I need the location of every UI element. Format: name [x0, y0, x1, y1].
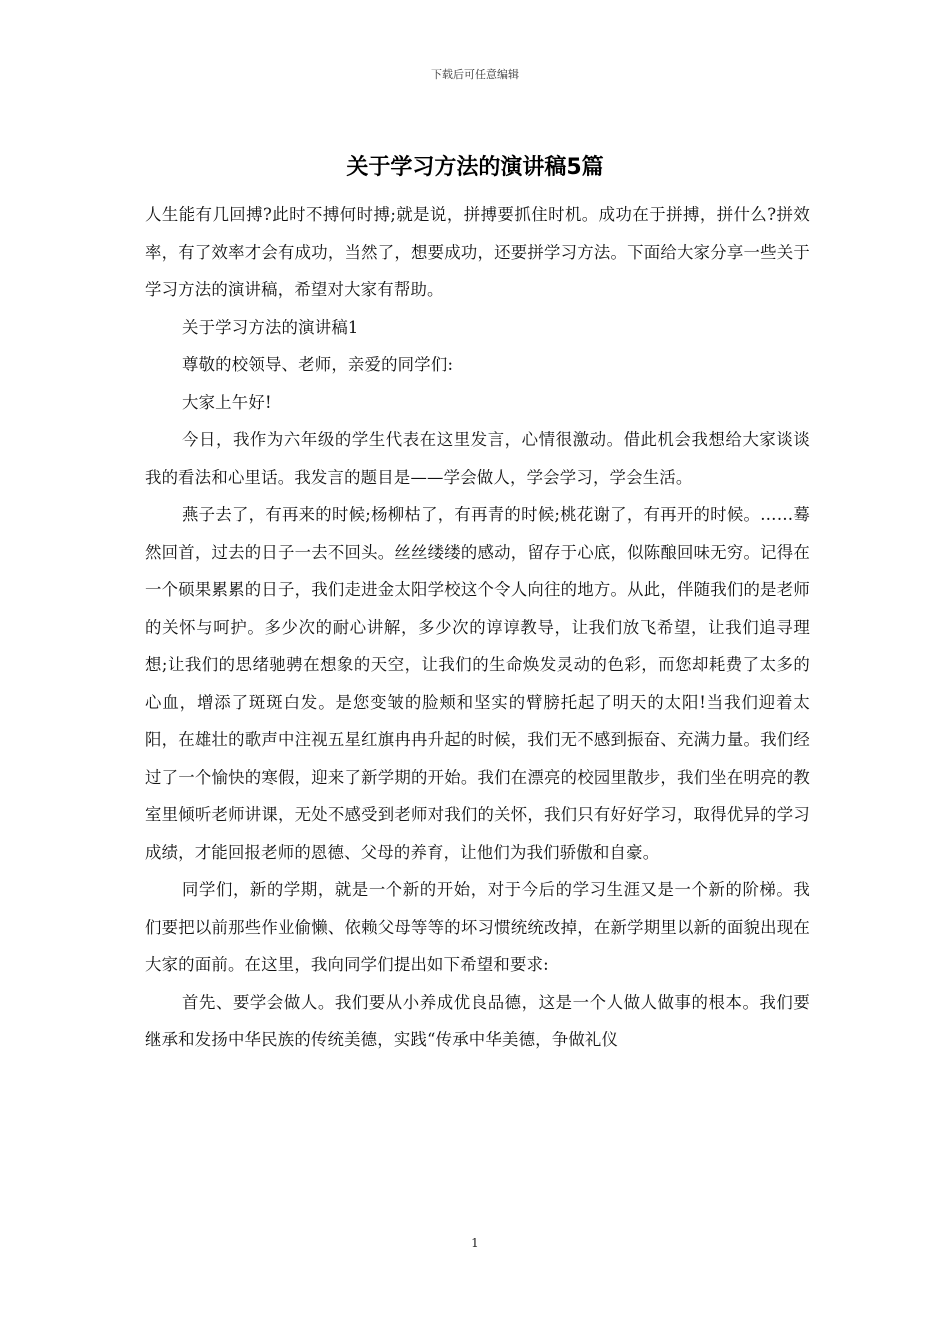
document-title: 关于学习方法的演讲稿5篇 [346, 155, 604, 180]
body-paragraph: 今日，我作为六年级的学生代表在这里发言，心情很激动。借此机会我想给大家谈谈我的看法和心里话。我发言的题目是——学会做人，学会学习，学会生活。 [145, 430, 810, 487]
page-number: 1 [471, 1236, 479, 1250]
greeting-paragraph: 大家上午好! [182, 392, 272, 412]
body-paragraph: 首先、要学会做人。我们要从小养成优良品德，这是一个人做人做事的根本。我们要继承和发扬中华民族的传统美德，实践“传承中华美德，争做礼仪 [145, 992, 810, 1049]
intro-paragraph: 人生能有几回搏?此时不搏何时搏;就是说，拼搏要抓住时机。成功在于拼搏，拼什么?拼效率，有了效率才会有成功，当然了，想要成功，还要拼学习方法。下面给大家分享一些关于学习方法的演讲稿，希望对大家有帮助。 [145, 205, 810, 299]
body-paragraph: 燕子去了，有再来的时候;杨柳枯了，有再青的时候;桃花谢了，有再开的时候。……蓦然回首，过去的日子一去不回头。丝丝缕缕的感动，留存于心底，似陈酿回味无穷。记得在一个硕果累累的日子，我们走进金太阳学校这个令人向往的地方。从此，伴随我们的是老师的关怀与呵护。多少次的耐心讲解，多少次的谆谆教导，让我们放飞希望，让我们追寻理想;让我们的思绪驰骋在想象的天空，让我们的生命焕发灵动的色彩，而您却耗费了太多的心血，增添了斑斑白发。是您变皱的脸颊和坚实的臂膀托起了明天的太阳!当我们迎着太阳，在雄壮的歌声中注视五星红旗冉冉升起的时候，我们无不感到振奋、充满力量。我们经过了一个愉快的寒假，迎来了新学期的开始。我们在漂亮的校园里散步，我们坐在明亮的教室里倾听老师讲课，无处不感受到老师对我们的关怀，我们只有好好学习，取得优异的学习成绩，才能回报老师的恩德、父母的养育，让他们为我们骄傲和自豪。 [145, 505, 810, 862]
header-note: 下载后可任意编辑 [431, 68, 519, 81]
body-paragraph: 同学们，新的学期，就是一个新的开始，对于今后的学习生涯又是一个新的阶梯。我们要把以前那些作业偷懒、依赖父母等等的坏习惯统统改掉，在新学期里以新的面貌出现在大家的面前。在这里，我向同学们提出如下希望和要求: [145, 880, 810, 974]
speech-heading: 关于学习方法的演讲稿1 [182, 317, 359, 337]
salutation-paragraph: 尊敬的校领导、老师，亲爱的同学们: [182, 355, 454, 374]
document-body [145, 196, 810, 1059]
